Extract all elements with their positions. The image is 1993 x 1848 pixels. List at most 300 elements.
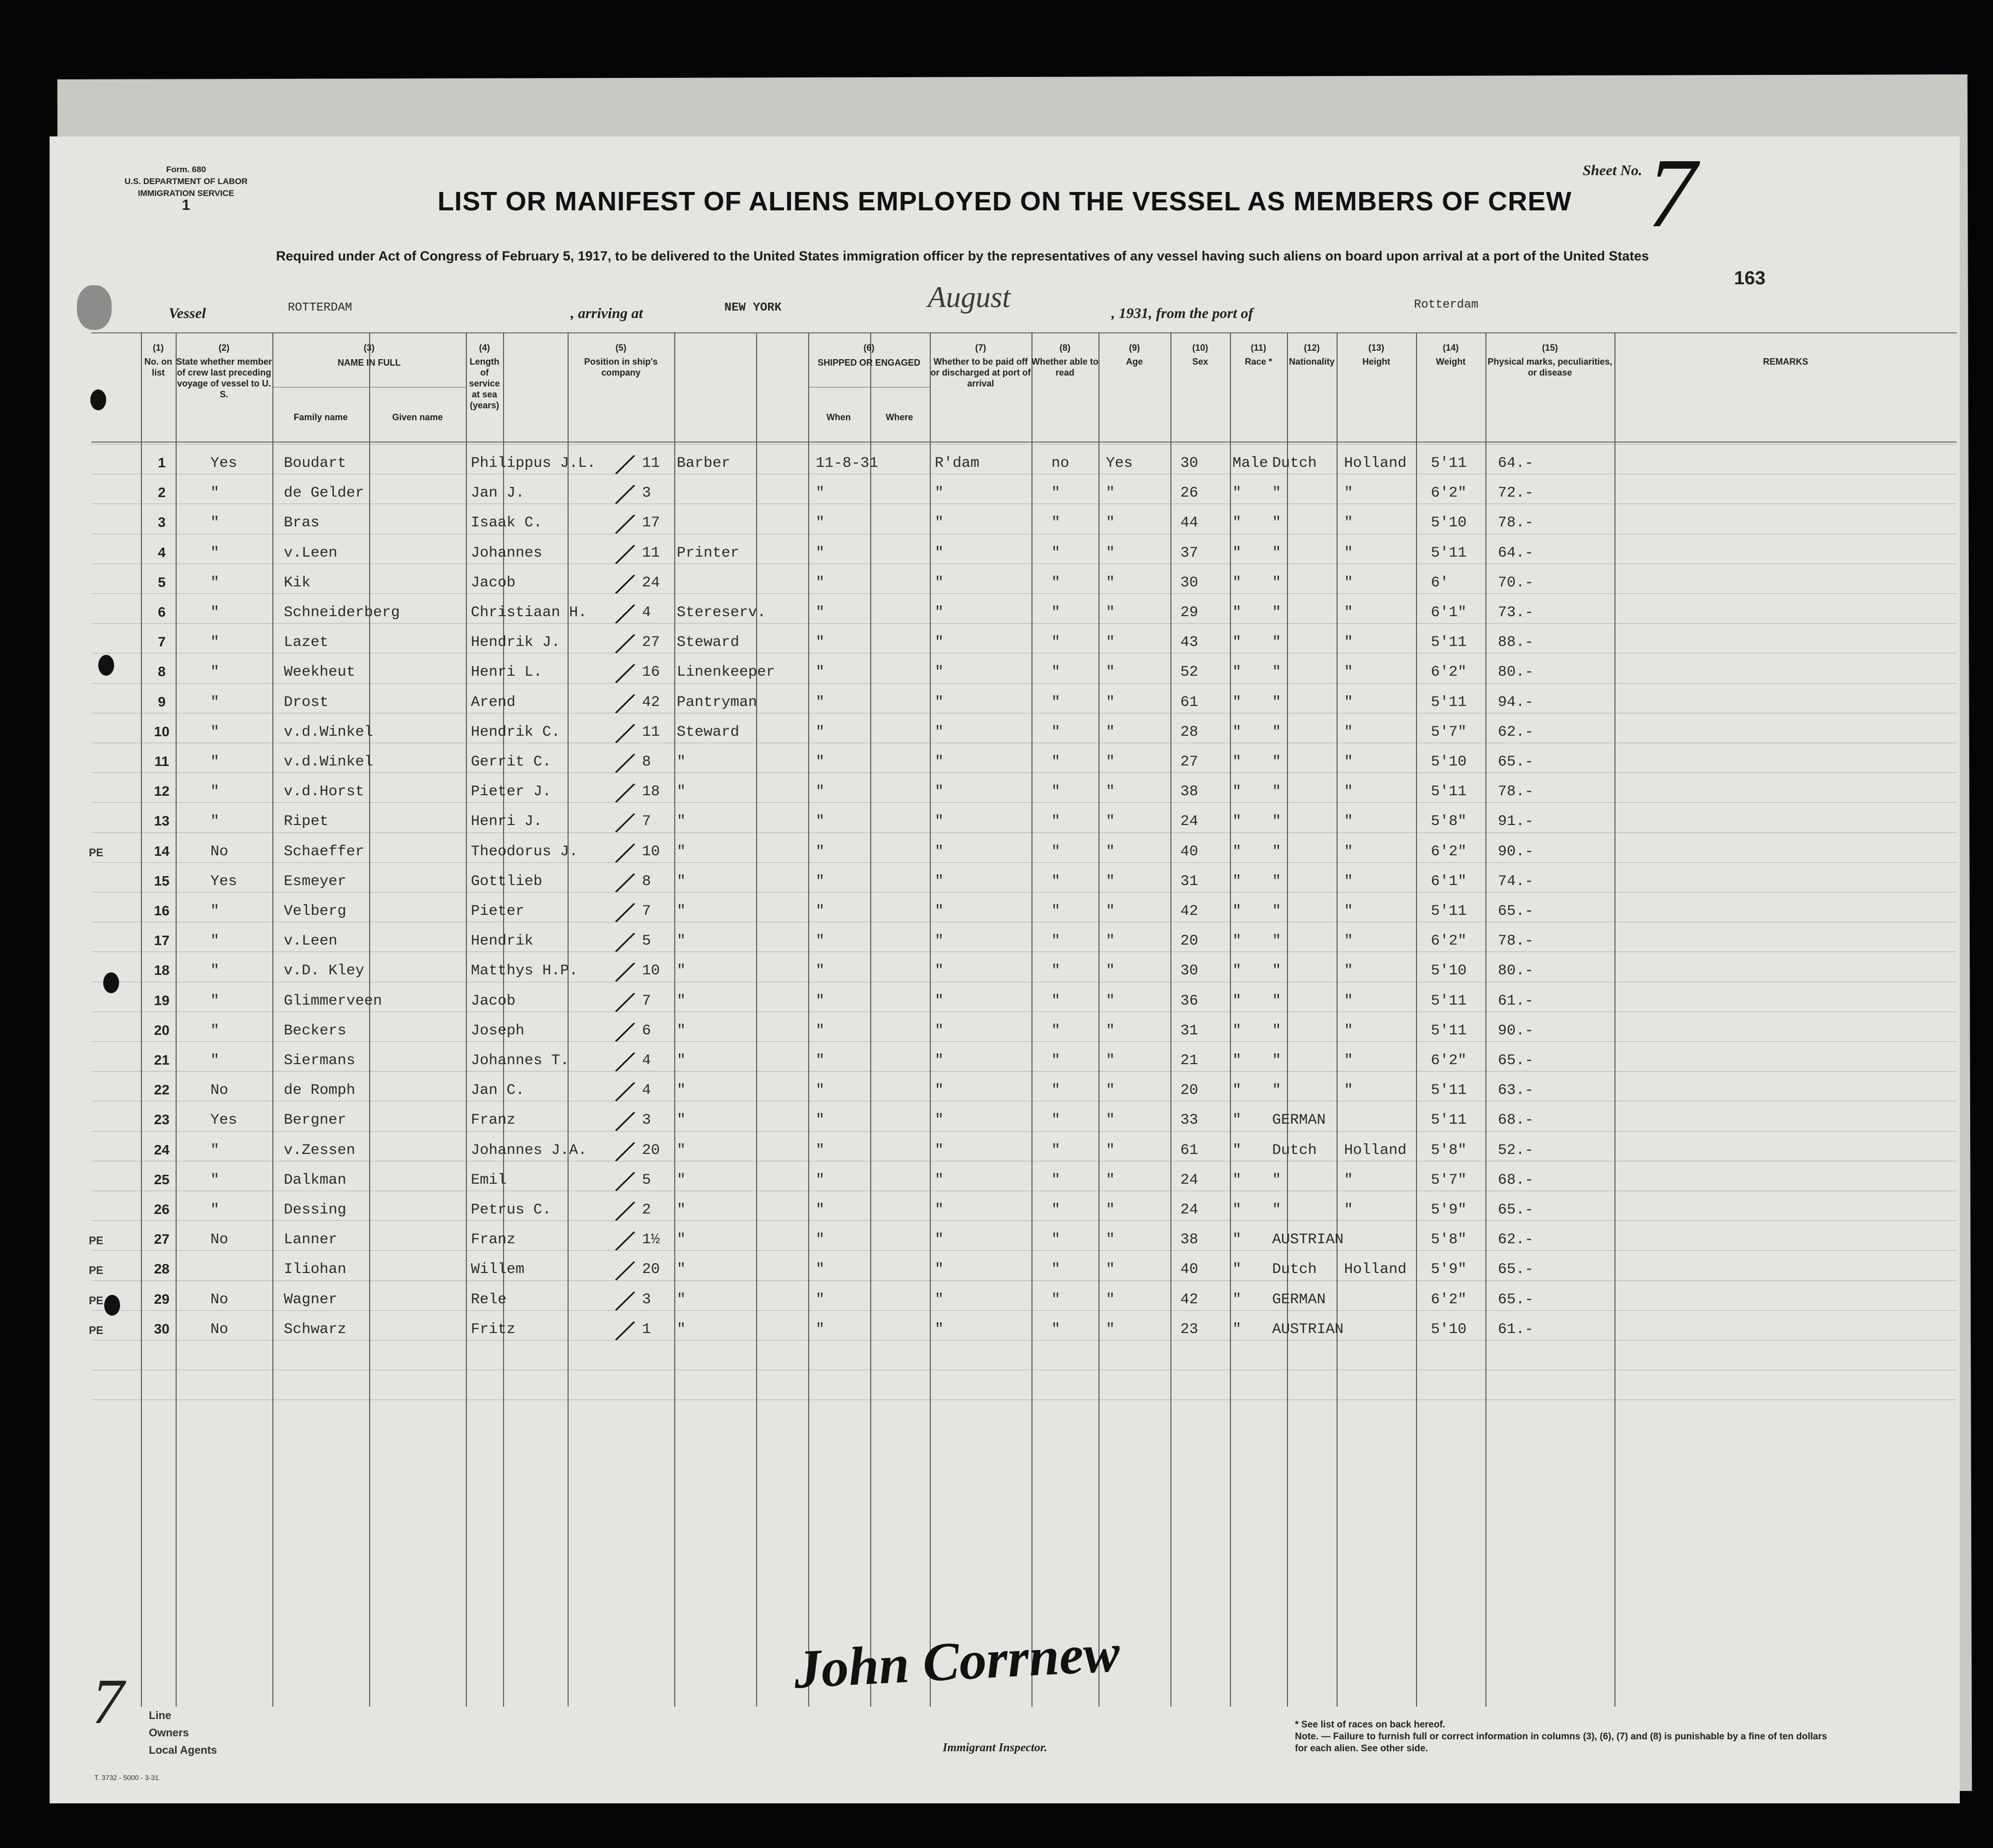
able-to-read-cell: " bbox=[1106, 1052, 1115, 1069]
given-name-cell: Isaak C. bbox=[471, 514, 543, 532]
col-name-header: (3) bbox=[364, 343, 375, 353]
col-physical-marks-header: (15) bbox=[1542, 343, 1558, 353]
age-cell: 23 bbox=[1180, 1321, 1199, 1338]
position-cell: " bbox=[677, 1202, 686, 1218]
previous-voyage-cell: " bbox=[210, 544, 220, 562]
col-sex-header-label: Sex bbox=[1192, 357, 1209, 367]
column-rule bbox=[1416, 332, 1417, 1707]
vessel-name: ROTTERDAM bbox=[288, 301, 352, 315]
shipped-when-cell: " bbox=[816, 843, 825, 860]
position-cell: Stereserv. bbox=[677, 604, 767, 621]
service-years-cell: 11 bbox=[642, 455, 660, 472]
col-remarks-header-label: REMARKS bbox=[1763, 357, 1808, 367]
col-no-header: (1) bbox=[153, 343, 164, 353]
row-number: 7 bbox=[158, 634, 166, 650]
shipped-when-cell: " bbox=[816, 1231, 825, 1249]
checkmark: / bbox=[614, 624, 636, 664]
height-cell: 6'1" bbox=[1431, 604, 1467, 621]
local-agents-label: Local Agents bbox=[149, 1744, 217, 1756]
family-name-cell: v.Zessen bbox=[284, 1142, 356, 1159]
height-cell: 6'2" bbox=[1431, 1291, 1467, 1308]
able-to-read-cell: " bbox=[1106, 1171, 1115, 1189]
row-number: 4 bbox=[158, 544, 166, 560]
shipped-when-cell: " bbox=[816, 604, 825, 621]
row-number: 30 bbox=[154, 1321, 170, 1337]
able-to-read-cell: " bbox=[1106, 1231, 1115, 1249]
given-name-cell: Franz bbox=[471, 1112, 516, 1129]
service-years-cell: 5 bbox=[642, 1171, 651, 1189]
sex-cell: " bbox=[1232, 1291, 1242, 1308]
service-years-cell: 7 bbox=[642, 903, 651, 920]
paid-off-cell: " bbox=[1051, 634, 1061, 651]
col-name-header-label: NAME IN FULL bbox=[337, 358, 401, 368]
sex-cell: " bbox=[1232, 574, 1242, 591]
sex-cell: " bbox=[1232, 992, 1242, 1010]
race-cell: " bbox=[1272, 604, 1282, 621]
pe-mark: PE bbox=[89, 1324, 104, 1337]
race-cell: " bbox=[1272, 1202, 1282, 1218]
height-cell: 5'11 bbox=[1431, 634, 1467, 651]
shipped-when-cell: " bbox=[816, 962, 825, 980]
previous-voyage-cell: " bbox=[210, 754, 220, 770]
height-cell: 5'7" bbox=[1431, 1171, 1467, 1189]
shipped-where-cell: " bbox=[935, 1171, 944, 1189]
row-rule bbox=[91, 623, 1957, 624]
given-name-cell: Jan C. bbox=[471, 1082, 525, 1099]
family-name-cell: v.d.Horst bbox=[284, 783, 365, 801]
weight-cell: 94.- bbox=[1498, 694, 1534, 711]
shipped-when-cell: " bbox=[816, 1052, 825, 1069]
paid-off-cell: " bbox=[1051, 1261, 1061, 1278]
arrival-month: August bbox=[928, 281, 1011, 314]
paid-off-cell: no bbox=[1051, 455, 1070, 472]
row-number: 20 bbox=[154, 1022, 170, 1038]
height-cell: 5'10 bbox=[1431, 514, 1467, 532]
shipped-where-cell: " bbox=[935, 1202, 944, 1218]
column-rule bbox=[568, 332, 569, 1707]
able-to-read-cell: " bbox=[1106, 485, 1115, 502]
row-number: 11 bbox=[154, 754, 169, 769]
col-nationality-header-label: Nationality bbox=[1288, 357, 1335, 367]
weight-cell: 65.- bbox=[1498, 754, 1534, 770]
race-cell: " bbox=[1272, 544, 1282, 562]
shipped-where-cell: " bbox=[935, 514, 944, 532]
previous-voyage-cell: " bbox=[210, 664, 220, 681]
given-name-cell: Emil bbox=[471, 1171, 507, 1189]
shipped-when-cell: " bbox=[816, 664, 825, 681]
paid-off-cell: " bbox=[1051, 604, 1061, 621]
given-name-cell: Jan J. bbox=[471, 485, 525, 502]
previous-voyage-cell: " bbox=[210, 1171, 220, 1189]
given-name-cell: Gottlieb bbox=[471, 873, 543, 890]
able-to-read-cell: " bbox=[1106, 754, 1115, 770]
sex-cell: " bbox=[1232, 1321, 1242, 1338]
nationality-cell: " bbox=[1344, 1052, 1353, 1069]
age-cell: 21 bbox=[1180, 1052, 1199, 1069]
race-note: * See list of races on back hereof. bbox=[1295, 1720, 1446, 1730]
height-cell: 5'8" bbox=[1431, 813, 1467, 830]
family-name-cell: Velberg bbox=[284, 903, 347, 920]
nationality-cell: " bbox=[1344, 544, 1353, 562]
shipped-when-cell: " bbox=[816, 1142, 825, 1159]
service-years-cell: 7 bbox=[642, 992, 651, 1010]
nationality-cell: " bbox=[1344, 1202, 1353, 1218]
shipped-when-cell: " bbox=[816, 574, 825, 591]
family-name-cell: de Romph bbox=[284, 1082, 356, 1099]
checkmark: / bbox=[614, 1012, 636, 1052]
family-name-cell: v.D. Kley bbox=[284, 962, 365, 980]
family-name-cell: Esmeyer bbox=[284, 873, 347, 890]
height-cell: 6'2" bbox=[1431, 843, 1467, 860]
age-cell: 24 bbox=[1180, 813, 1199, 830]
shipped-where-cell: " bbox=[935, 962, 944, 980]
row-number: 3 bbox=[158, 514, 166, 530]
race-cell: " bbox=[1272, 1022, 1282, 1039]
sex-cell: " bbox=[1232, 813, 1242, 830]
weight-cell: 80.- bbox=[1498, 962, 1534, 980]
position-cell: " bbox=[677, 1261, 686, 1278]
paid-off-cell: " bbox=[1051, 813, 1061, 830]
shipped-when-cell: " bbox=[816, 514, 825, 532]
col-shipped-header-sub-b: Where bbox=[886, 412, 913, 422]
position-cell: " bbox=[677, 843, 686, 860]
inspector-label: Immigrant Inspector. bbox=[943, 1741, 1047, 1754]
family-name-cell: Lanner bbox=[284, 1231, 338, 1249]
col-nationality-header: (12) bbox=[1303, 343, 1320, 353]
race-cell: " bbox=[1272, 843, 1282, 860]
checkmark: / bbox=[614, 743, 636, 783]
nationality-cell: Holland bbox=[1344, 1142, 1407, 1159]
shipped-when-cell: " bbox=[816, 1022, 825, 1039]
shipped-where-cell: " bbox=[935, 1321, 944, 1338]
able-to-read-cell: " bbox=[1106, 783, 1115, 801]
form-number: Form. 680 bbox=[166, 165, 206, 174]
form-mark: 1 bbox=[182, 197, 191, 213]
sheet-number: 7 bbox=[1647, 138, 1697, 248]
nationality-cell: " bbox=[1344, 694, 1353, 711]
print-code: T. 3732 - 5000 - 3-31. bbox=[94, 1774, 161, 1782]
position-cell: Pantryman bbox=[677, 694, 758, 711]
race-cell: " bbox=[1272, 634, 1282, 651]
able-to-read-cell: " bbox=[1106, 694, 1115, 711]
paid-off-cell: " bbox=[1051, 1231, 1061, 1249]
age-cell: 30 bbox=[1180, 455, 1199, 472]
checkmark: / bbox=[614, 564, 636, 604]
row-number: 16 bbox=[154, 903, 170, 918]
service-years-cell: 2 bbox=[642, 1202, 651, 1218]
column-rule bbox=[1287, 332, 1288, 1707]
sex-cell: " bbox=[1232, 544, 1242, 562]
sex-cell: " bbox=[1232, 754, 1242, 770]
age-cell: 42 bbox=[1180, 903, 1199, 920]
age-cell: 37 bbox=[1180, 544, 1199, 562]
row-number: 10 bbox=[154, 723, 170, 739]
column-rule bbox=[674, 332, 675, 1707]
col-race-header: (11) bbox=[1250, 343, 1267, 353]
paid-off-cell: " bbox=[1051, 992, 1061, 1010]
column-rule bbox=[1170, 332, 1171, 1707]
family-name-cell: Iliohan bbox=[284, 1261, 347, 1278]
row-rule bbox=[91, 802, 1957, 803]
paid-off-cell: " bbox=[1051, 514, 1061, 532]
position-cell: " bbox=[677, 903, 686, 920]
age-cell: 36 bbox=[1180, 992, 1199, 1010]
row-rule bbox=[91, 593, 1957, 594]
position-cell: " bbox=[677, 813, 686, 830]
col-paid-off-header: (7) bbox=[975, 343, 986, 353]
shipped-when-cell: 11-8-31 bbox=[816, 455, 879, 472]
age-cell: 31 bbox=[1180, 873, 1199, 890]
race-cell: " bbox=[1272, 962, 1282, 980]
race-cell: " bbox=[1272, 754, 1282, 770]
position-cell: Printer bbox=[677, 544, 740, 562]
able-to-read-cell: " bbox=[1106, 1261, 1115, 1278]
position-cell: " bbox=[677, 754, 686, 770]
given-name-cell: Pieter J. bbox=[471, 783, 552, 801]
service-years-cell: 8 bbox=[642, 873, 651, 890]
paper-stain bbox=[77, 285, 112, 330]
column-rule bbox=[176, 332, 177, 1707]
col-age-header-label: Age bbox=[1126, 357, 1143, 367]
position-cell: " bbox=[677, 873, 686, 890]
family-name-cell: Schwarz bbox=[284, 1321, 347, 1338]
weight-cell: 70.- bbox=[1498, 574, 1534, 591]
given-name-cell: Joseph bbox=[471, 1022, 525, 1039]
age-cell: 33 bbox=[1180, 1112, 1199, 1129]
nationality-cell: " bbox=[1344, 903, 1353, 920]
row-rule bbox=[91, 1250, 1957, 1251]
weight-cell: 62.- bbox=[1498, 723, 1534, 741]
weight-cell: 64.- bbox=[1498, 455, 1534, 472]
race-cell: AUSTRIAN bbox=[1272, 1231, 1344, 1249]
shipped-where-cell: " bbox=[935, 1231, 944, 1249]
shipped-where-cell: " bbox=[935, 1142, 944, 1159]
weight-cell: 65.- bbox=[1498, 1052, 1534, 1069]
shipped-where-cell: " bbox=[935, 1291, 944, 1308]
race-cell: GERMAN bbox=[1272, 1112, 1326, 1129]
sex-cell: " bbox=[1232, 1261, 1242, 1278]
nationality-cell: " bbox=[1344, 783, 1353, 801]
owners-label: Owners bbox=[149, 1726, 189, 1739]
given-name-cell: Willem bbox=[471, 1261, 525, 1278]
col-race-header-label: Race * bbox=[1244, 357, 1273, 367]
height-cell: 5'11 bbox=[1431, 783, 1467, 801]
pe-mark: PE bbox=[89, 1294, 104, 1307]
checkmark: / bbox=[614, 1311, 636, 1350]
service-years-cell: 4 bbox=[642, 1052, 651, 1069]
race-cell: " bbox=[1272, 664, 1282, 681]
row-number: 27 bbox=[154, 1231, 170, 1247]
paid-off-cell: " bbox=[1051, 1022, 1061, 1039]
row-number: 25 bbox=[154, 1171, 170, 1187]
given-name-cell: Hendrik bbox=[471, 933, 534, 950]
weight-cell: 72.- bbox=[1498, 485, 1534, 502]
nationality-cell: " bbox=[1344, 962, 1353, 980]
height-cell: 5'9" bbox=[1431, 1261, 1467, 1278]
shipped-when-cell: " bbox=[816, 903, 825, 920]
height-cell: 5'11 bbox=[1431, 1022, 1467, 1039]
family-name-cell: v.d.Winkel bbox=[284, 723, 374, 741]
shipped-where-cell: " bbox=[935, 544, 944, 562]
weight-cell: 78.- bbox=[1498, 933, 1534, 950]
sex-cell: " bbox=[1232, 604, 1242, 621]
shipped-when-cell: " bbox=[816, 1202, 825, 1218]
previous-voyage-cell: No bbox=[210, 843, 229, 860]
sex-cell: " bbox=[1232, 1082, 1242, 1099]
shipped-where-cell: " bbox=[935, 903, 944, 920]
race-cell: " bbox=[1272, 1171, 1282, 1189]
given-name-cell: Fritz bbox=[471, 1321, 516, 1338]
race-cell: Dutch bbox=[1272, 1142, 1317, 1159]
height-cell: 5'8" bbox=[1431, 1231, 1467, 1249]
age-cell: 28 bbox=[1180, 723, 1199, 741]
weight-cell: 62.- bbox=[1498, 1231, 1534, 1249]
row-rule bbox=[91, 444, 1957, 445]
sex-cell: " bbox=[1232, 1052, 1242, 1069]
weight-cell: 61.- bbox=[1498, 1321, 1534, 1338]
position-cell: " bbox=[677, 933, 686, 950]
weight-cell: 65.- bbox=[1498, 1202, 1534, 1218]
family-name-cell: Weekheut bbox=[284, 664, 356, 681]
height-cell: 6'1" bbox=[1431, 873, 1467, 890]
checkmark: / bbox=[614, 594, 636, 634]
position-cell: " bbox=[677, 783, 686, 801]
checkmark: / bbox=[614, 534, 636, 574]
height-cell: 6' bbox=[1431, 574, 1449, 591]
weight-cell: 78.- bbox=[1498, 783, 1534, 801]
paid-off-cell: " bbox=[1051, 1321, 1061, 1338]
given-name-cell: Rele bbox=[471, 1291, 507, 1308]
age-cell: 42 bbox=[1180, 1291, 1199, 1308]
family-name-cell: Schneiderberg bbox=[284, 604, 400, 621]
nationality-cell: " bbox=[1344, 873, 1353, 890]
position-cell: Steward bbox=[677, 723, 740, 741]
age-cell: 24 bbox=[1180, 1171, 1199, 1189]
paid-off-cell: " bbox=[1051, 723, 1061, 741]
position-cell: " bbox=[677, 1022, 686, 1039]
col-paid-off-header-label: Whether to be paid off or discharged at port of arrival bbox=[930, 357, 1031, 388]
family-name-cell: de Gelder bbox=[284, 485, 365, 502]
given-name-cell: Jacob bbox=[471, 574, 516, 591]
height-cell: 5'10 bbox=[1431, 1321, 1467, 1338]
age-cell: 40 bbox=[1180, 843, 1199, 860]
line-label: Line bbox=[149, 1709, 172, 1721]
shipped-where-cell: " bbox=[935, 485, 944, 502]
weight-cell: 65.- bbox=[1498, 1291, 1534, 1308]
sex-cell: " bbox=[1232, 1202, 1242, 1218]
column-rule bbox=[930, 332, 931, 1707]
sex-cell: " bbox=[1232, 783, 1242, 801]
family-name-cell: Dessing bbox=[284, 1202, 347, 1218]
row-rule bbox=[91, 1041, 1957, 1042]
sex-cell: " bbox=[1232, 1022, 1242, 1039]
sex-cell: " bbox=[1232, 634, 1242, 651]
document-title: LIST OR MANIFEST OF ALIENS EMPLOYED ON THE VESSEL AS MEMBERS OF CREW bbox=[437, 187, 1572, 216]
nationality-cell: " bbox=[1344, 574, 1353, 591]
able-to-read-cell: " bbox=[1106, 1082, 1115, 1099]
shipped-when-cell: " bbox=[816, 933, 825, 950]
given-name-cell: Johannes T. bbox=[471, 1052, 570, 1069]
able-to-read-cell: " bbox=[1106, 544, 1115, 562]
paid-off-cell: " bbox=[1051, 1202, 1061, 1218]
sex-cell: " bbox=[1232, 873, 1242, 890]
shipped-where-cell: " bbox=[935, 1261, 944, 1278]
col-weight-header-label: Weight bbox=[1436, 357, 1466, 367]
row-number: 14 bbox=[154, 843, 170, 859]
able-to-read-cell: " bbox=[1106, 962, 1115, 980]
col-service-years-header: (4) bbox=[479, 343, 490, 353]
checkmark: / bbox=[614, 773, 636, 813]
column-rule bbox=[756, 332, 757, 1707]
service-years-cell: 4 bbox=[642, 1082, 651, 1099]
pe-mark: PE bbox=[89, 1264, 104, 1277]
family-name-cell: Dalkman bbox=[284, 1171, 347, 1189]
checkmark: / bbox=[614, 803, 636, 843]
shipped-where-cell: " bbox=[935, 873, 944, 890]
position-cell: " bbox=[677, 1142, 686, 1159]
shipped-where-cell: " bbox=[935, 604, 944, 621]
row-rule bbox=[91, 832, 1957, 833]
service-years-cell: 1½ bbox=[642, 1231, 660, 1249]
sex-cell: " bbox=[1232, 1171, 1242, 1189]
shipped-where-cell: " bbox=[935, 694, 944, 711]
given-name-cell: Henri J. bbox=[471, 813, 543, 830]
binder-hole bbox=[90, 389, 106, 410]
checkmark: / bbox=[614, 1191, 636, 1231]
margin-mark: 7 bbox=[92, 1666, 124, 1737]
previous-voyage-cell: " bbox=[210, 903, 220, 920]
nationality-cell: " bbox=[1344, 1171, 1353, 1189]
shipped-where-cell: " bbox=[935, 1082, 944, 1099]
pe-mark: PE bbox=[89, 846, 104, 859]
previous-voyage-cell: Yes bbox=[210, 1112, 238, 1129]
previous-voyage-cell: No bbox=[210, 1321, 229, 1338]
binder-hole bbox=[98, 655, 114, 676]
col-name-header-sub-b: Given name bbox=[392, 412, 443, 422]
race-cell: " bbox=[1272, 574, 1282, 591]
col-name-header-sub-a: Family name bbox=[293, 412, 348, 422]
checkmark: / bbox=[614, 445, 636, 485]
column-rule bbox=[272, 332, 273, 1707]
height-cell: 5'11 bbox=[1431, 903, 1467, 920]
col-no-header-label: No. on list bbox=[144, 357, 172, 378]
row-rule bbox=[91, 862, 1957, 863]
sex-cell: " bbox=[1232, 723, 1242, 741]
sex-cell: " bbox=[1232, 1112, 1242, 1129]
col-read-header-label: Whether able to read bbox=[1031, 357, 1099, 378]
paid-off-cell: " bbox=[1051, 1142, 1061, 1159]
able-to-read-cell: " bbox=[1106, 1022, 1115, 1039]
given-name-cell: Matthys H.P. bbox=[471, 962, 579, 980]
shipped-when-cell: " bbox=[816, 754, 825, 770]
weight-cell: 61.- bbox=[1498, 992, 1534, 1010]
paid-off-cell: " bbox=[1051, 754, 1061, 770]
previous-voyage-cell: " bbox=[210, 1202, 220, 1218]
previous-voyage-cell: " bbox=[210, 574, 220, 591]
service-years-cell: 20 bbox=[642, 1261, 660, 1278]
age-cell: 30 bbox=[1180, 962, 1199, 980]
sex-cell: " bbox=[1232, 485, 1242, 502]
age-cell: 24 bbox=[1180, 1202, 1199, 1218]
given-name-cell: Jacob bbox=[471, 992, 516, 1010]
family-name-cell: Schaeffer bbox=[284, 843, 365, 860]
able-to-read-cell: " bbox=[1106, 634, 1115, 651]
paid-off-cell: " bbox=[1051, 1052, 1061, 1069]
shipped-where-cell: " bbox=[935, 574, 944, 591]
shipped-when-cell: " bbox=[816, 873, 825, 890]
race-cell: " bbox=[1272, 1052, 1282, 1069]
row-number: 23 bbox=[154, 1112, 170, 1128]
